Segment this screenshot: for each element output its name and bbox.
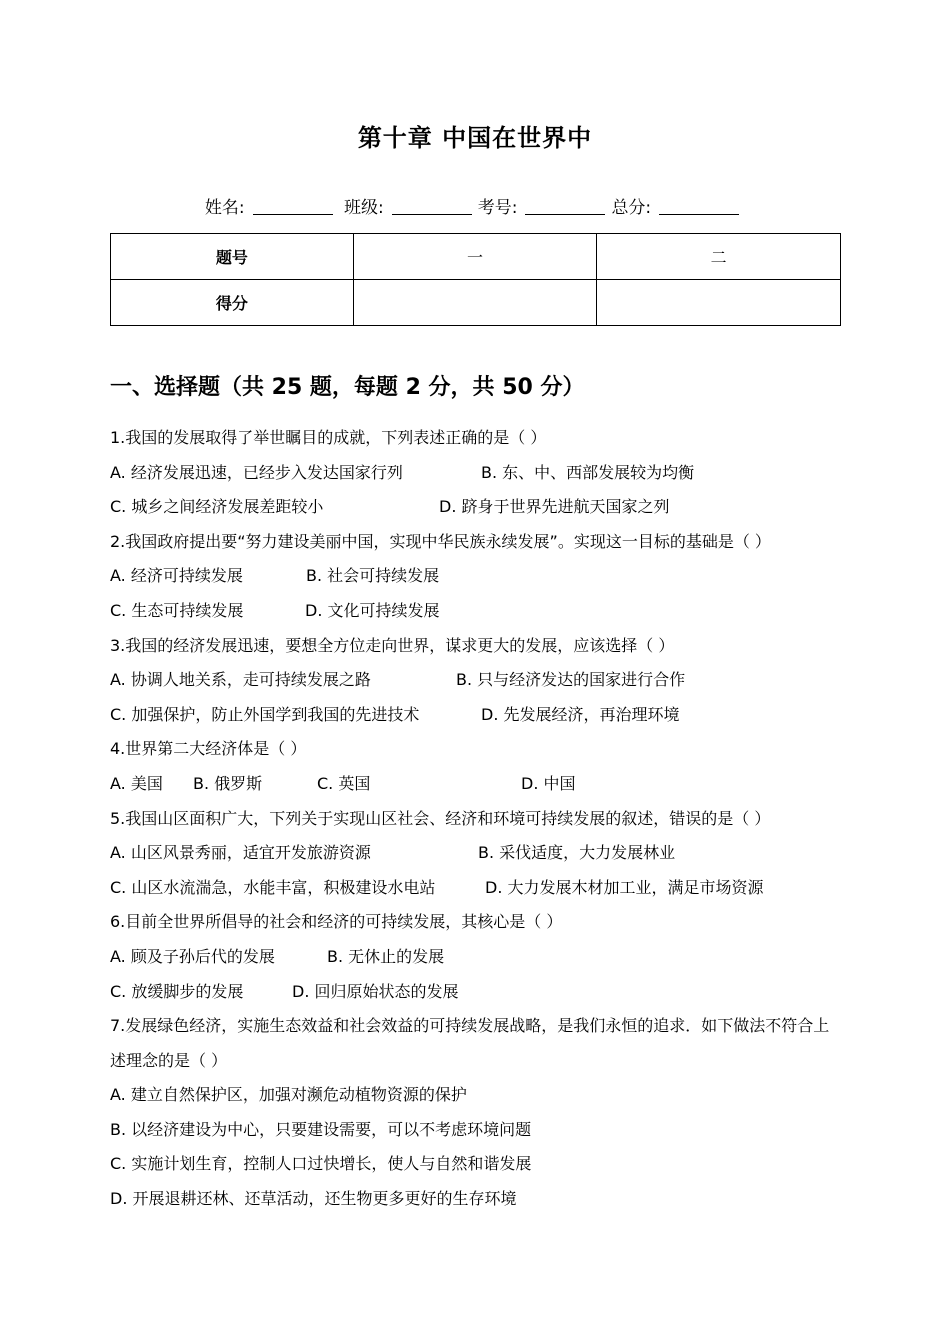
- question-6-options-row-1: [110, 940, 845, 975]
- question-1-options-row-1: [110, 456, 845, 491]
- question-1-option-b[interactable]: B. 东、中、西部发展较为均衡: [481, 462, 695, 482]
- question-5-options-row-1: [110, 836, 845, 871]
- question-4-option-c[interactable]: C. 英国: [317, 773, 371, 793]
- part-two-header: 二: [597, 234, 841, 280]
- question-2-options-row-2: [110, 594, 845, 629]
- name-label: 姓名:: [204, 198, 245, 218]
- part-one-score-cell[interactable]: [353, 280, 597, 326]
- question-6-option-b[interactable]: B. 无休止的发展: [327, 946, 445, 966]
- question-2-option-c[interactable]: C. 生态可持续发展: [110, 600, 244, 620]
- score-table-score-row: [111, 280, 841, 326]
- question-6-option-c[interactable]: C. 放缓脚步的发展: [110, 981, 244, 1001]
- question-2-option-a[interactable]: A. 经济可持续发展: [110, 566, 243, 586]
- question-6-option-d[interactable]: D. 回归原始状态的发展: [292, 981, 459, 1001]
- question-4-option-a[interactable]: A. 美国: [110, 773, 163, 793]
- question-7-option-d[interactable]: D. 开展退耕还林、还草活动，还生物更多更好的生存环境: [110, 1189, 517, 1209]
- question-number-header: 题号: [111, 234, 354, 280]
- question-3-option-a[interactable]: A. 协调人地关系，走可持续发展之路: [110, 670, 371, 690]
- question-3-options-row-1: [110, 663, 845, 698]
- score-row-label: 得分: [111, 280, 354, 326]
- question-7-option-a[interactable]: A. 建立自然保护区，加强对濒危动植物资源的保护: [110, 1085, 467, 1105]
- part-two-score-cell[interactable]: [597, 280, 841, 326]
- class-label: 班级:: [343, 198, 384, 218]
- question-7-option-b[interactable]: B. 以经济建设为中心，只要建设需要，可以不考虑环境问题: [110, 1119, 532, 1139]
- question-4-option-d[interactable]: D. 中国: [521, 773, 576, 793]
- question-7-stem: 7.发展绿色经济，实施生态效益和社会效益的可持续发展战略，是我们永恒的追求．如下做法不符合上述理念的是（ ）: [110, 1016, 830, 1070]
- exam-no-label: 考号:: [477, 198, 518, 218]
- question-2-options-row-1: [110, 559, 845, 594]
- question-5-option-d[interactable]: D. 大力发展木材加工业，满足市场资源: [485, 877, 764, 897]
- question-1-options-row-2: [110, 490, 845, 525]
- question-2-option-d[interactable]: D. 文化可持续发展: [305, 600, 440, 620]
- question-5-option-b[interactable]: B. 采伐适度，大力发展林业: [478, 843, 676, 863]
- question-7-option-c[interactable]: C. 实施计划生育，控制人口过快增长，使人与自然和谐发展: [110, 1154, 532, 1174]
- question-5-option-c[interactable]: C. 山区水流湍急，水能丰富，积极建设水电站: [110, 877, 436, 897]
- question-2-stem: 2.我国政府提出要“努力建设美丽中国，实现中华民族永续发展”。实现这一目标的基础是（ ）: [110, 531, 771, 551]
- total-blank[interactable]: [659, 198, 739, 215]
- question-1-option-a[interactable]: A. 经济发展迅速，已经步入发达国家行列: [110, 462, 403, 482]
- name-blank[interactable]: [253, 198, 333, 215]
- question-3-stem: 3.我国的经济发展迅速，要想全方位走向世界，谋求更大的发展，应该选择（ ）: [110, 635, 675, 655]
- score-table-header-row: [111, 234, 841, 280]
- question-4-stem: 4.世界第二大经济体是（ ）: [110, 739, 307, 759]
- question-1-option-d[interactable]: D. 跻身于世界先进航天国家之列: [439, 497, 670, 517]
- question-5-stem: 5.我国山区面积广大，下列关于实现山区社会、经济和环境可持续发展的叙述，错误的是（ ）: [110, 808, 771, 828]
- question-3-option-c[interactable]: C. 加强保护，防止外国学到我国的先进技术: [110, 704, 420, 724]
- question-3-option-b[interactable]: B. 只与经济发达的国家进行合作: [456, 670, 686, 690]
- question-4-options-row: [110, 767, 845, 802]
- exam-no-blank[interactable]: [525, 198, 605, 215]
- question-1-stem: 1.我国的发展取得了举世瞩目的成就，下列表述正确的是（ ）: [110, 428, 547, 447]
- question-6-stem: 6.目前全世界所倡导的社会和经济的可持续发展，其核心是（ ）: [110, 912, 563, 932]
- question-5-options-row-2: [110, 871, 845, 906]
- question-3-options-row-2: [110, 698, 845, 733]
- section-one-title: 一、选择题（共 25 题，每题 2 分，共 50 分）: [110, 375, 585, 400]
- question-1-option-c[interactable]: C. 城乡之间经济发展差距较小: [110, 497, 324, 517]
- class-blank[interactable]: [392, 198, 472, 215]
- score-table: [110, 233, 841, 326]
- question-4-option-b[interactable]: B. 俄罗斯: [193, 773, 263, 793]
- question-6-option-a[interactable]: A. 顾及子孙后代的发展: [110, 946, 275, 966]
- page-title: 第十章 中国在世界中: [357, 124, 593, 152]
- question-2-option-b[interactable]: B. 社会可持续发展: [306, 566, 440, 586]
- total-label: 总分:: [611, 198, 652, 218]
- part-one-header: 一: [353, 234, 597, 280]
- question-6-options-row-2: [110, 975, 845, 1010]
- student-info-line: [0, 193, 950, 218]
- question-5-option-a[interactable]: A. 山区风景秀丽，适宜开发旅游资源: [110, 843, 371, 863]
- question-list: [110, 421, 845, 1217]
- question-3-option-d[interactable]: D. 先发展经济，再治理环境: [481, 704, 680, 724]
